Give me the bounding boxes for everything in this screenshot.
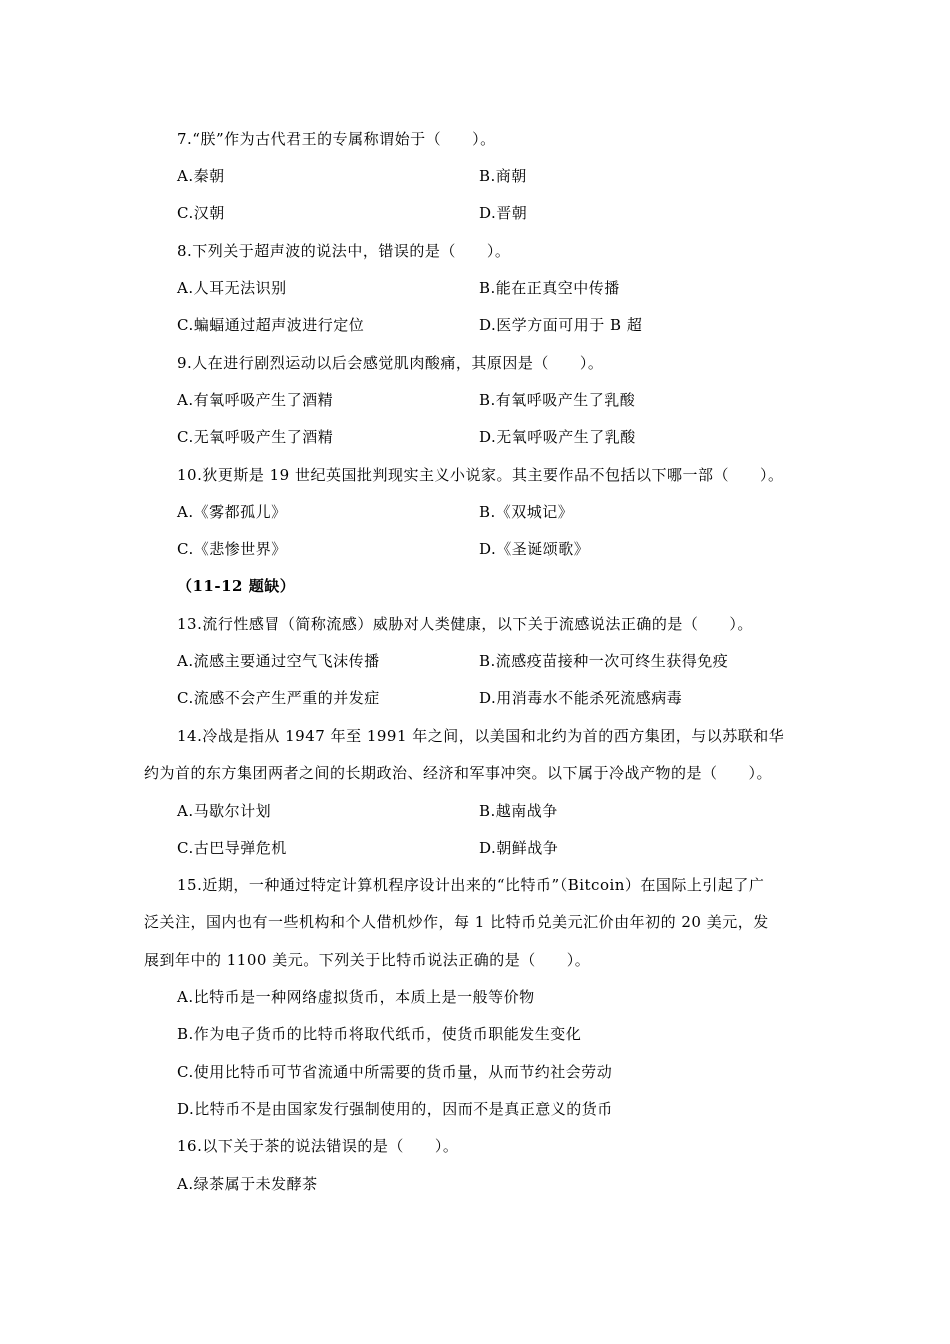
question-16-stem: 16.以下关于茶的说法错误的是（ ）。 — [177, 1137, 459, 1155]
question-9-option-c: C.无氧呼吸产生了酒精 — [177, 428, 334, 446]
question-14-option-a: A.马歇尔计划 — [177, 802, 272, 820]
question-10-stem: 10.狄更斯是 19 世纪英国批判现实主义小说家。其主要作品不包括以下哪一部（ ）。 — [177, 466, 784, 484]
question-15-option-a: A.比特币是一种网络虚拟货币，本质上是一般等价物 — [177, 988, 535, 1006]
missing-questions-note: （11-12 题缺） — [177, 577, 296, 595]
question-13-option-b: B.流感疫苗接种一次可终生获得免疫 — [479, 652, 729, 670]
question-15-option-c: C.使用比特币可节省流通中所需要的货币量，从而节约社会劳动 — [177, 1063, 613, 1081]
question-9-option-d: D.无氧呼吸产生了乳酸 — [479, 428, 636, 446]
question-14-option-d: D.朝鲜战争 — [479, 839, 559, 857]
question-7-option-c: C.汉朝 — [177, 204, 225, 222]
question-7-stem: 7.“朕”作为古代君王的专属称谓始于（ ）。 — [177, 130, 496, 148]
question-9-option-b: B.有氧呼吸产生了乳酸 — [479, 391, 636, 409]
question-7-option-b: B.商朝 — [479, 167, 527, 185]
question-14-stem-line-2: 约为首的东方集团两者之间的长期政治、经济和军事冲突。以下属于冷战产物的是（ ）。 — [144, 764, 773, 782]
question-8-stem: 8.下列关于超声波的说法中，错误的是（ ）。 — [177, 242, 511, 260]
question-9-stem: 9.人在进行剧烈运动以后会感觉肌肉酸痛，其原因是（ ）。 — [177, 354, 604, 372]
question-15-stem-line-1: 15.近期，一种通过特定计算机程序设计出来的“比特币”（Bitcoin）在国际上引起了广 — [177, 876, 765, 894]
question-14-stem-line-1: 14.冷战是指从 1947 年至 1991 年之间，以美国和北约为首的西方集团，与以苏联和华 — [177, 727, 785, 745]
question-14-option-b: B.越南战争 — [479, 802, 558, 820]
question-15-stem-line-3: 展到年中的 1100 美元。下列关于比特币说法正确的是（ ）。 — [144, 951, 591, 969]
question-13-stem: 13.流行性感冒（简称流感）威胁对人类健康，以下关于流感说法正确的是（ ）。 — [177, 615, 753, 633]
question-16-option-a: A.绿茶属于未发酵茶 — [177, 1175, 318, 1193]
question-9-option-a: A.有氧呼吸产生了酒精 — [177, 391, 334, 409]
question-8-option-c: C.蝙蝠通过超声波进行定位 — [177, 316, 365, 334]
question-10-option-a: A.《雾都孤儿》 — [177, 503, 287, 521]
question-14-option-c: C.古巴导弹危机 — [177, 839, 287, 857]
question-15-option-b: B.作为电子货币的比特币将取代纸币，使货币职能发生变化 — [177, 1025, 582, 1043]
question-10-option-c: C.《悲惨世界》 — [177, 540, 287, 558]
question-8-option-d: D.医学方面可用于 B 超 — [479, 316, 643, 334]
question-15-option-d: D.比特币不是由国家发行强制使用的，因而不是真正意义的货币 — [177, 1100, 613, 1118]
question-10-option-d: D.《圣诞颂歌》 — [479, 540, 590, 558]
question-7-option-a: A.秦朝 — [177, 167, 225, 185]
question-10-option-b: B.《双城记》 — [479, 503, 574, 521]
question-15-stem-line-2: 泛关注，国内也有一些机构和个人借机炒作，每 1 比特币兑美元汇价由年初的 20 美元，发 — [144, 913, 769, 931]
question-13-option-c: C.流感不会产生严重的并发症 — [177, 689, 380, 707]
question-13-option-d: D.用消毒水不能杀死流感病毒 — [479, 689, 683, 707]
question-13-option-a: A.流感主要通过空气飞沫传播 — [177, 652, 380, 670]
question-8-option-b: B.能在正真空中传播 — [479, 279, 620, 297]
question-7-option-d: D.晋朝 — [479, 204, 528, 222]
question-8-option-a: A.人耳无法识别 — [177, 279, 287, 297]
